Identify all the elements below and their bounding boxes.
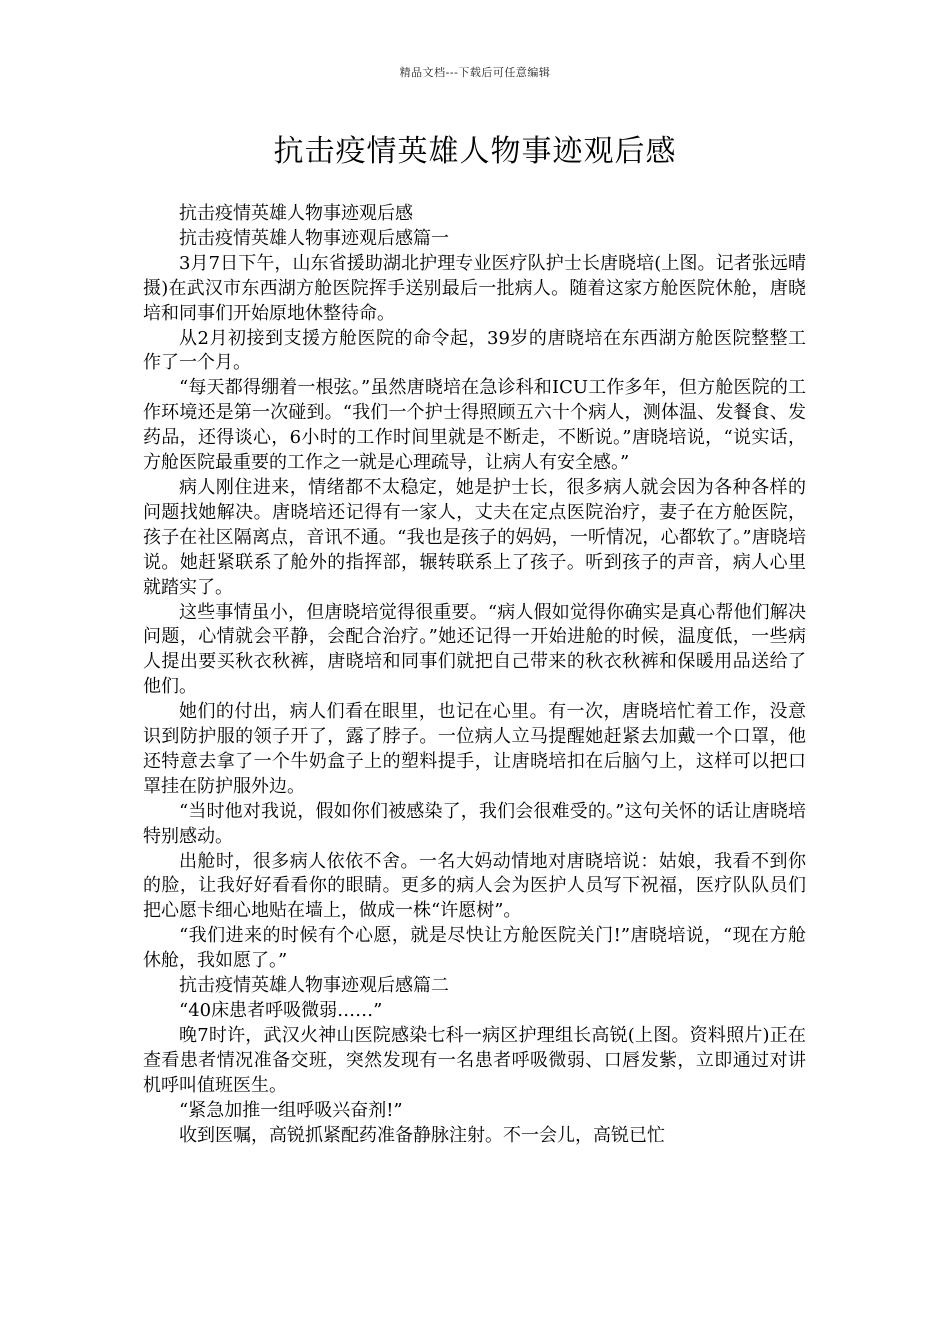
paragraph: 收到医嘱，高锐抓紧配药准备静脉注射。不一会儿，高锐已忙 <box>179 1124 665 1146</box>
paragraph: “当时他对我说，假如你们被感染了，我们会很难受的。”这句关怀的话让唐晓培特别感动。 <box>143 800 806 847</box>
paragraph: “我们进来的时候有个心愿，就是尽快让方舱医院关门!”唐晓培说，“现在方舱休舱，我如愿了。” <box>143 925 806 972</box>
paragraph: “每天都得绷着一根弦。”虽然唐晓培在急诊科和ICU工作多年，但方舱医院的工作环境还是第一次碰到。“我们一个护士得照顾五六十个病人，测体温、发餐食、发药品，还得谈心，6小时的工作时间里就是不断走，不断说。”唐晓培说，“说实话，方舱医院最重要的工作之一就是心理疏导，让病人有安全感。” <box>143 377 806 474</box>
header-note: 精品文档---下载后可任意编辑 <box>399 66 551 79</box>
paragraph: 从2月初接到支援方舱医院的命令起，39岁的唐晓培在东西湖方舱医院整整工作了一个月。 <box>143 327 806 374</box>
paragraph-section-heading-2: 抗击疫情英雄人物事迹观后感篇二 <box>179 975 449 997</box>
paragraph: 出舱时，很多病人依依不舍。一名大妈动情地对唐晓培说：姑娘，我看不到你的脸，让我好好看看你的眼睛。更多的病人会为医护人员写下祝福，医疗队队员们把心愿卡细心地贴在墙上，做成一株“许愿树”。 <box>143 850 806 922</box>
document-title: 抗击疫情英雄人物事迹观后感 <box>273 134 677 169</box>
document-body <box>143 202 806 1148</box>
paragraph: 病人刚住进来，情绪都不太稳定，她是护士长，很多病人就会因为各种各样的问题找她解决。唐晓培还记得有一家人，丈夫在定点医院治疗，妻子在方舱医院，孩子在社区隔离点，音讯不通。“我也是孩子的妈妈，一听情况，心都软了。”唐晓培说。她赶紧联系了舱外的指挥部，辗转联系上了孩子。听到孩子的声音，病人心里就踏实了。 <box>143 476 806 598</box>
paragraph-subtitle: 抗击疫情英雄人物事迹观后感 <box>179 203 413 224</box>
paragraph: 她们的付出，病人们看在眼里，也记在心里。有一次，唐晓培忙着工作，没意识到防护服的领子开了，露了脖子。一位病人立马提醒她赶紧去加戴一个口罩，他还特意去拿了一个牛奶盒子上的塑料提手，让唐晓培扣在后脑勺上，这样可以把口罩挂在防护服外边。 <box>143 701 806 797</box>
paragraph: 这些事情虽小，但唐晓培觉得很重要。“病人假如觉得你确实是真心帮他们解决问题，心情就会平静，会配合治疗。”她还记得一开始进舱的时候，温度低，一些病人提出要买秋衣秋裤，唐晓培和同事们就把自己带来的秋衣秋裤和保暖用品送给了他们。 <box>143 601 806 698</box>
paragraph: 晚7时许，武汉火神山医院感染七科一病区护理组长高锐(上图。资料照片)正在查看患者情况准备交班，突然发现有一名患者呼吸微弱、口唇发紫，立即通过对讲机呼叫值班医生。 <box>143 1024 806 1096</box>
paragraph: “紧急加推一组呼吸兴奋剂!” <box>179 1099 403 1121</box>
paragraph: 3月7日下午，山东省援助湖北护理专业医疗队护士长唐晓培(上图。记者张远晴摄)在武汉市东西湖方舱医院挥手送别最后一批病人。随着这家方舱医院休舱，唐晓培和同事们开始原地休整待命。 <box>143 252 806 324</box>
paragraph-section-heading-1: 抗击疫情英雄人物事迹观后感篇一 <box>179 227 449 249</box>
paragraph: “40床患者呼吸微弱……” <box>179 1000 383 1021</box>
